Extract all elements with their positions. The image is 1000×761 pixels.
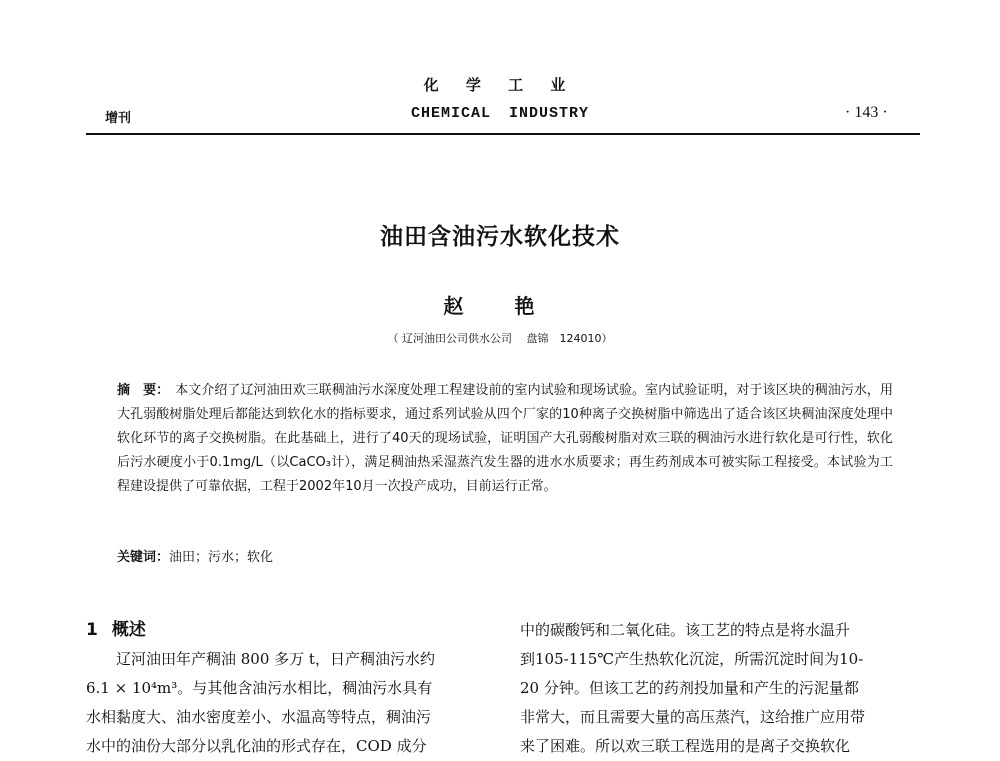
body-line: 20 分钟。但该工艺的药剂投加量和产生的污泥量都 <box>520 679 859 697</box>
body-line: 中的碳酸钙和二氧化硅。该工艺的特点是将水温升 <box>520 621 851 639</box>
body-line: 水中的油份大部分以乳化油的形式存在，COD 成分 <box>86 737 427 755</box>
page-number: · 143 · <box>845 104 888 121</box>
abstract-text: 本文介绍了辽河油田欢三联稠油污水深度处理工程建设前的室内试验和现场试验。室内试验证明，对于该区块的稠油污水，用大孔弱酸树脂处理后都能达到软化水的指标要求，通过系列试验从四个厂家的10种离子交换树脂中筛选出了适合该区块稠油深度处理中软化环节的离子交换树脂。在此基础上，进行了40天的现场试验，证明国产大孔弱酸树脂对欢三联的稠油污水进行软化是可行性，软化后污水硬度小于0.1mg/L（以CaCO₃计），满足稠油热采湿蒸汽发生器的进水水质要求；再生药剂成本可被实际工程接受。本试验为工程建设提供了可靠依据，工程于2002年10月一次投产成功，目前运行正常。 <box>117 383 893 494</box>
body-line: 非常大，而且需要大量的高压蒸汽，这给推广应用带 <box>520 708 866 726</box>
author-affiliation: （ 辽河油田公司供水公司 盘锦 124010） <box>387 332 613 345</box>
body-line: 到105-115℃产生热软化沉淀，所需沉淀时间为10- <box>520 650 864 668</box>
body-line: 水相黏度大、油水密度差小、水温高等特点，稠油污 <box>86 708 432 726</box>
section-heading <box>86 616 486 645</box>
body-column-right <box>520 616 920 761</box>
keywords-text: 油田；污水；软化 <box>169 550 274 565</box>
body-line: 来了困难。所以欢三联工程选用的是离子交换软化 <box>520 737 851 755</box>
keywords-label: 关键词： <box>117 550 170 565</box>
header-rule <box>86 133 920 135</box>
abstract <box>117 379 893 499</box>
section-title: 概述 <box>111 620 146 640</box>
body-column-left <box>86 616 486 761</box>
article-author: 赵 艳 <box>443 294 557 318</box>
abstract-label: 摘 要： <box>117 383 170 398</box>
section-number: 1 <box>86 620 98 640</box>
keywords <box>117 546 273 565</box>
journal-name-chinese: 化 学 工 业 <box>423 76 577 94</box>
supplement-label: 增刊 <box>105 111 132 126</box>
body-paragraph <box>86 645 486 761</box>
body-line: 辽河油田年产稠油 800 多万 t，日产稠油污水约 <box>116 650 435 668</box>
article-title: 油田含油污水软化技术 <box>380 224 620 250</box>
body-line: 6.1 × 10⁴m³。与其他含油污水相比，稠油污水具有 <box>86 679 433 697</box>
journal-name-english: CHEMICAL INDUSTRY <box>410 105 590 122</box>
